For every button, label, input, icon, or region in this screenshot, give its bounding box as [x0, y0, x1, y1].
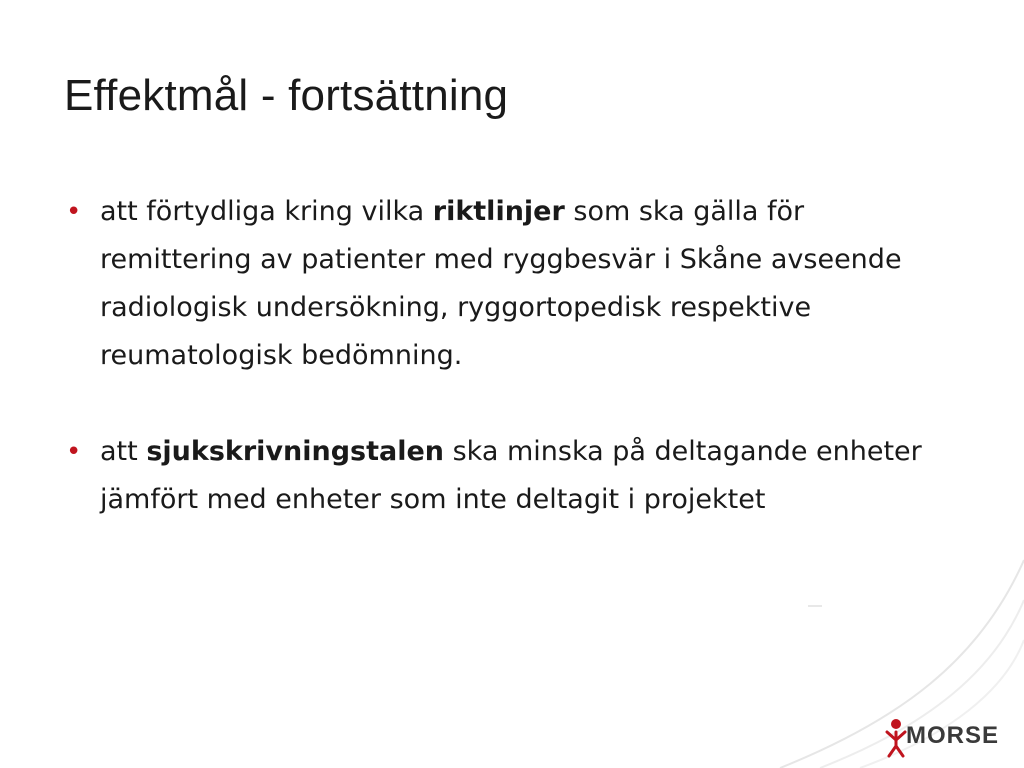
bullet-text-before: att förtydliga kring vilka [100, 196, 433, 227]
bullet-dot-icon: • [66, 437, 82, 467]
person-figure-icon [884, 718, 908, 758]
bullet-item-sjukskrivningstalen [60, 428, 940, 524]
bullet-text-bold: sjukskrivningstalen [146, 436, 445, 467]
bullet-text-after: som ska gälla för remittering av patienter med ryggbesvär i Skåne avseende radiologisk undersökning, ryggortopedisk respektive reumatologisk bedömning. [100, 196, 902, 371]
bullet-text-bold: riktlinjer [432, 196, 565, 227]
logo-text: MORSE [906, 722, 1000, 749]
slide-title: Effektmål - fortsättning [64, 71, 509, 120]
bullet-text-before: att [100, 436, 147, 467]
bullet-list [60, 188, 940, 524]
bullet-dot-icon: • [66, 197, 82, 227]
bullet-text-after: ska minska på deltagande enheter jämfört med enheter som inte deltagit i projektet [100, 436, 922, 515]
morse-logo [884, 716, 1014, 766]
bullet-item-riktlinjer [60, 188, 940, 380]
